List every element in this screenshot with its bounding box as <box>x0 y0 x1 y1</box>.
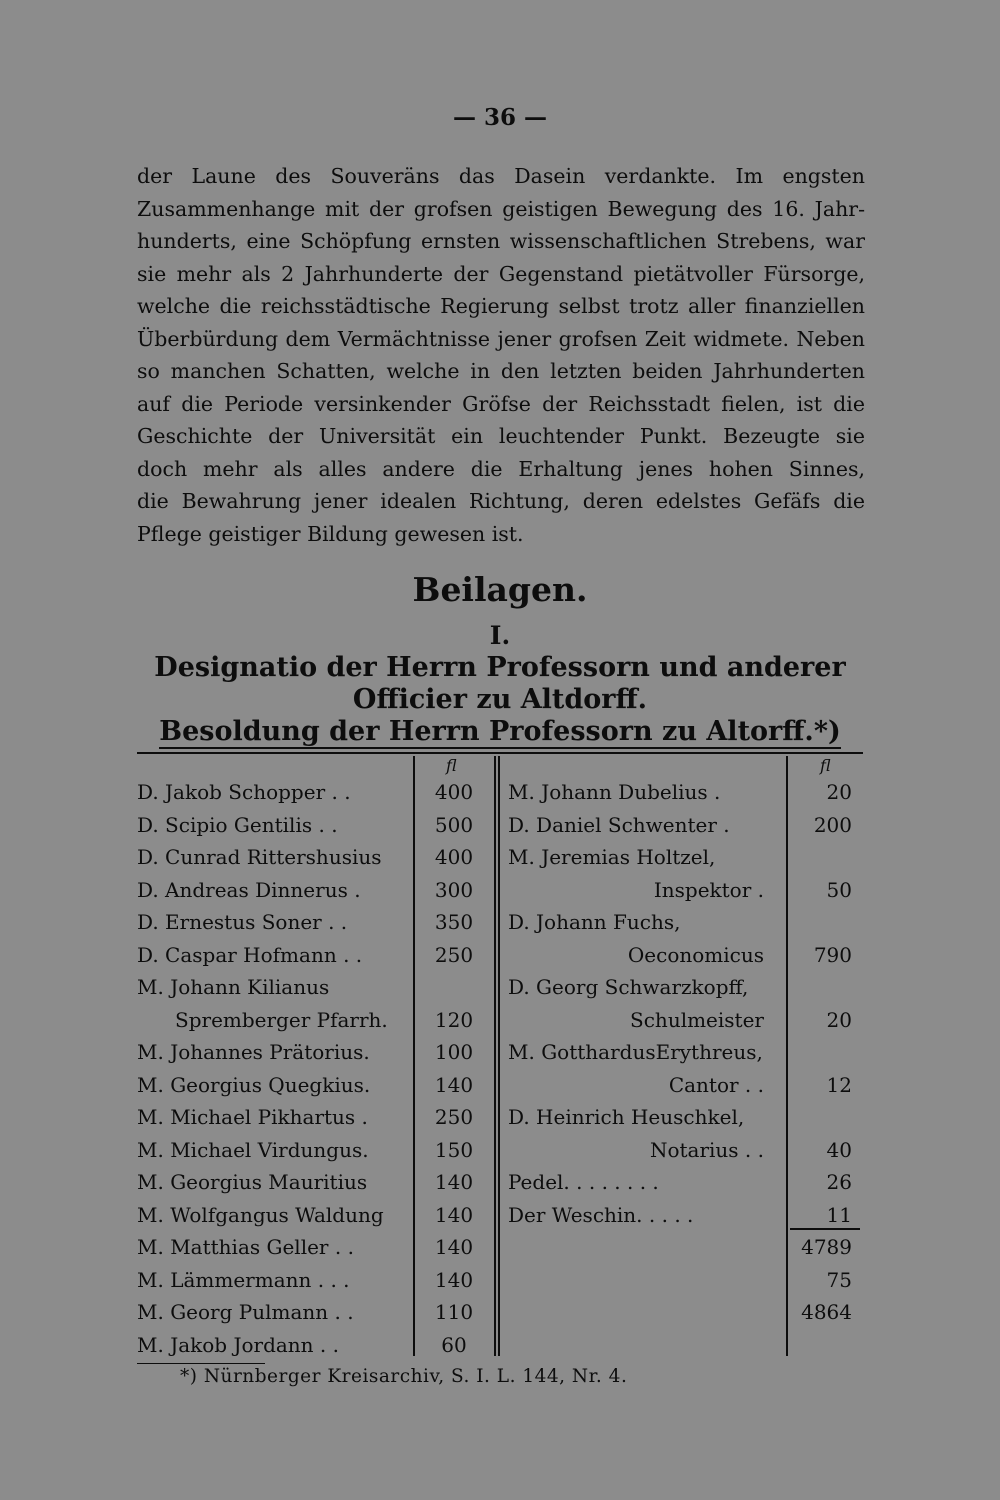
table-top-rule <box>137 752 863 754</box>
table-right-name: M. Jeremias Holtzel, <box>508 845 716 869</box>
table-right-name: D. Heinrich Heuschkel, <box>508 1105 745 1129</box>
table-right-name <box>508 1264 764 1297</box>
table-left-amount: 140 <box>434 1072 474 1097</box>
table-right-amount: 50 <box>826 877 852 902</box>
table-left-name: M. Michael Virdungus. <box>137 1137 369 1162</box>
body-line: die Bewahrung jener idealen Richtung, deren edelstes Gefäfs die <box>137 489 865 513</box>
table-left-amount: 110 <box>434 1300 474 1324</box>
body-line: sie mehr als 2 Jahrhunderte der Gegenstand pietätvoller Fürsorge, <box>137 261 865 286</box>
table-right-name <box>508 1231 764 1264</box>
besoldung-title-text: Besoldung der Herrn Professorn zu Altorff.*) <box>159 716 841 747</box>
table-left-amount: 400 <box>434 845 474 869</box>
table-right-amount: 20 <box>826 780 852 804</box>
table-right-name: Notarius . . <box>649 1137 764 1162</box>
table-left-name: D. Jakob Schopper . . <box>137 780 351 804</box>
table-right-amount <box>790 1101 852 1134</box>
table-left-name: Spremberger Pfarrh. <box>175 1007 388 1032</box>
table-right-name: D. Johann Fuchs, <box>508 910 681 934</box>
table-left-name: M. Jakob Jordann . . <box>137 1332 339 1357</box>
table-left-amount: 100 <box>434 1040 474 1064</box>
table-right-amount: 11 <box>826 1202 852 1227</box>
table-right-amount: 200 <box>813 812 852 837</box>
table-left-amount: 250 <box>434 942 474 967</box>
body-line: der Laune des Souveräns das Dasein verdankte. Im engsten <box>137 164 865 188</box>
body-line: Zusammenhange mit der grofsen geistigen Bewegung des 16. Jahr- <box>137 196 865 221</box>
besoldung-title <box>0 716 1000 747</box>
table-left-name: D. Caspar Hofmann . . <box>137 942 363 967</box>
table-right-amount: 75 <box>826 1267 852 1292</box>
unit-label-left: fl <box>446 756 457 775</box>
table-right-amount: 12 <box>826 1072 852 1097</box>
table-right-amount <box>790 1329 852 1362</box>
table-left-amount: 140 <box>434 1235 474 1259</box>
table-right-amount: 20 <box>826 1007 852 1032</box>
table-left-amount: 300 <box>434 877 474 902</box>
table-right-amount <box>790 971 852 1004</box>
table-right-name <box>508 1296 764 1329</box>
table-right-amount: 4864 <box>801 1300 852 1324</box>
table-right-amount: 790 <box>813 942 852 967</box>
table-right-name: Inspektor . <box>653 877 764 902</box>
table-left-amount: 120 <box>434 1007 474 1032</box>
table-left-amount: 140 <box>434 1267 474 1292</box>
table-left-name: D. Cunrad Rittershusius <box>137 845 382 869</box>
table-left-amount: 140 <box>434 1170 474 1194</box>
table-left-name: D. Andreas Dinnerus . <box>137 877 361 902</box>
table-left-name: M. Georgius Quegkius. <box>137 1072 371 1097</box>
table-left-name: M. Lämmermann . . . <box>137 1267 350 1292</box>
body-line: hunderts, eine Schöpfung ernsten wissenschaftlichen Strebens, war <box>137 229 865 253</box>
table-right-amount: 4789 <box>801 1235 852 1259</box>
table-left-name: M. Wolfgangus Waldung <box>137 1202 384 1227</box>
body-line: doch mehr als alles andere die Erhaltung jenes hohen Sinnes, <box>137 456 865 481</box>
unit-label-right: fl <box>820 756 831 775</box>
body-line: Überbürdung dem Vermächtnisse jener grofsen Zeit widmete. Neben <box>137 326 865 351</box>
body-line: Pflege geistiger Bildung gewesen ist. <box>137 521 524 546</box>
table-right-amount <box>790 906 852 939</box>
table-left-amount: 140 <box>434 1202 474 1227</box>
table-right-name: Der Weschin. . . . . <box>508 1202 694 1227</box>
appendix-number: I. <box>489 621 511 650</box>
table-left-name: D. Scipio Gentilis . . <box>137 812 338 837</box>
section-heading: Beilagen. <box>412 570 588 609</box>
table-left-amount: 250 <box>434 1105 474 1129</box>
table-left-name: M. Michael Pikhartus . <box>137 1105 368 1129</box>
table-left-name: D. Ernestus Soner . . <box>137 910 348 934</box>
table-right-name: M. Johann Dubelius . <box>508 780 721 804</box>
table-left-name: M. Georg Pulmann . . <box>137 1300 354 1324</box>
table-left-name: M. Johannes Prätorius. <box>137 1040 370 1064</box>
footnote: *) Nürnberger Kreisarchiv, S. I. L. 144, Nr. 4. <box>180 1366 628 1387</box>
table-right-name: Oeconomicus <box>627 942 764 967</box>
column-divider-middle <box>494 756 496 1356</box>
table-right-amount <box>790 841 852 874</box>
table-left-amount: 350 <box>434 910 474 934</box>
column-divider-middle-2 <box>498 756 500 1356</box>
table-right-name <box>508 1329 764 1362</box>
table-right-amount: 26 <box>826 1170 852 1194</box>
table-right-name: D. Daniel Schwenter . <box>508 812 730 837</box>
table-left-name: M. Georgius Mauritius <box>137 1170 368 1194</box>
body-line: welche die reichsstädtische Regierung selbst trotz aller finanziellen <box>137 294 865 318</box>
table-right-name: D. Georg Schwarzkopff, <box>508 975 749 999</box>
footnote-rule <box>137 1363 265 1364</box>
table-left-amount: 150 <box>434 1137 474 1162</box>
table-left-name: M. Johann Kilianus <box>137 975 330 999</box>
page-number: — 36 — <box>452 104 548 131</box>
table-left-amount <box>415 971 493 1004</box>
table-right-name: Schulmeister <box>630 1007 764 1032</box>
column-divider-right-amount <box>786 756 788 1356</box>
body-line: so manchen Schatten, welche in den letzten beiden Jahrhunderten <box>137 359 865 383</box>
table-left-name: M. Matthias Geller . . <box>137 1235 354 1259</box>
table-left-amount: 500 <box>434 812 474 837</box>
table-right-amount: 40 <box>826 1137 852 1162</box>
body-line: Geschichte der Universität ein leuchtender Punkt. Bezeugte sie <box>137 424 865 448</box>
designatio-title-line-2: Officier zu Altdorff. <box>352 684 648 715</box>
table-right-name: M. GotthardusErythreus, <box>508 1040 763 1064</box>
table-right-amount <box>790 1036 852 1069</box>
table-left-amount: 60 <box>441 1332 467 1357</box>
body-paragraph <box>137 160 865 550</box>
designatio-title-line-1: Designatio der Herrn Professorn und anderer <box>154 652 846 683</box>
body-line: auf die Periode versinkender Gröfse der Reichsstadt fielen, ist die <box>137 391 865 416</box>
table-right-name: Pedel. . . . . . . . <box>508 1170 659 1194</box>
table-left-amount: 400 <box>434 780 474 804</box>
table-right-name: Cantor . . <box>668 1072 764 1097</box>
